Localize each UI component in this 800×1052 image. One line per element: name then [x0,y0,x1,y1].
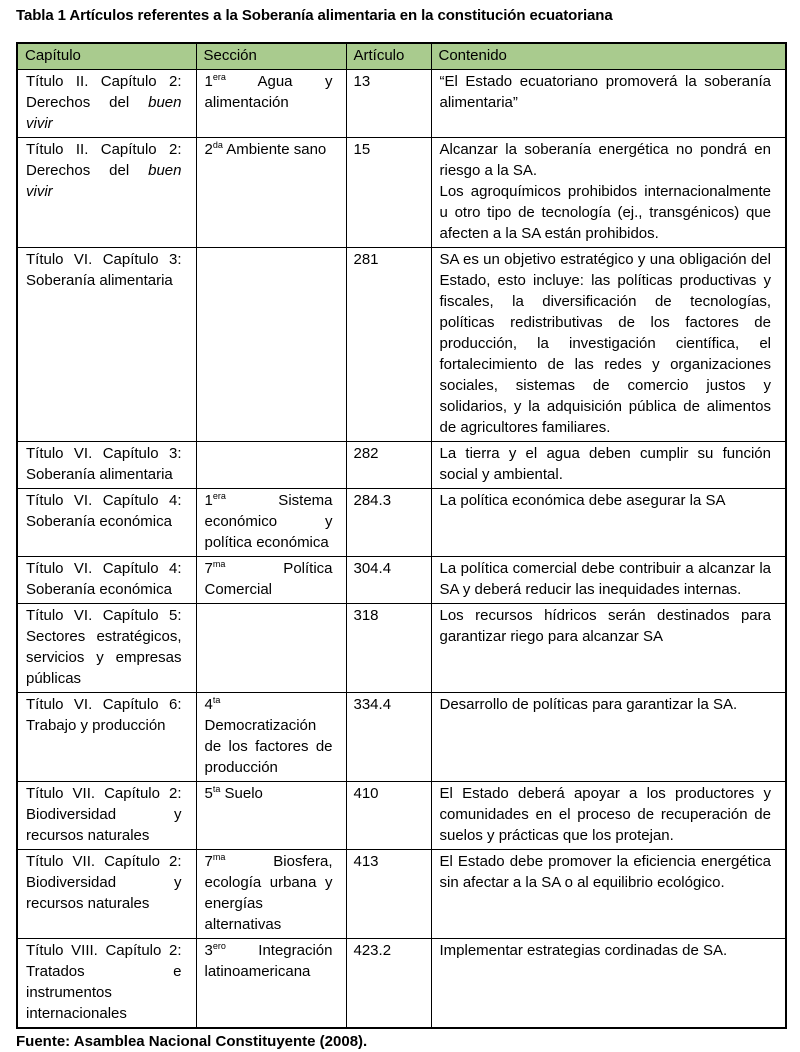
table-row [17,442,786,489]
cell-seccion: $1^{era}$ Sistema económico y política económica [196,489,346,557]
table-body [17,70,786,1029]
cell-seccion [196,604,346,693]
cell-contenido: La tierra y el agua deben cumplir su función social y ambiental. [431,442,786,489]
cell-contenido: El Estado debe promover la eficiencia energética sin afectar a la SA o al equilibrio ecológico. [431,850,786,939]
cell-contenido: Desarrollo de políticas para garantizar la SA. [431,693,786,782]
cell-seccion: $1^{era}$ Agua y alimentación [196,70,346,138]
header-cell: Contenido [431,43,786,70]
cell-capitulo: Título VII. Capítulo 2: Biodiversidad y recursos naturales [17,782,196,850]
cell-contenido: La política económica debe asegurar la SA [431,489,786,557]
cell-capitulo: Título VI. Capítulo 4: Soberanía económica [17,489,196,557]
cell-seccion: $3^{ero}$ Integración latinoamericana [196,939,346,1029]
table-row [17,138,786,248]
table-row [17,850,786,939]
cell-seccion: $4^{ta}$ Democratización de los factores de producción [196,693,346,782]
table-row [17,557,786,604]
table-row [17,70,786,138]
cell-articulo: 413 [346,850,431,939]
cell-articulo: 13 [346,70,431,138]
cell-seccion: $5^{ta}$ Suelo [196,782,346,850]
cell-capitulo: Título VIII. Capítulo 2: Tratados e instrumentos internacionales [17,939,196,1029]
table-row [17,604,786,693]
cell-capitulo: Título VI. Capítulo 5: Sectores estratégicos, servicios y empresas públicas [17,604,196,693]
table-row [17,248,786,442]
table-row [17,782,786,850]
cell-articulo: 281 [346,248,431,442]
cell-articulo: 334.4 [346,693,431,782]
cell-seccion [196,442,346,489]
cell-seccion [196,248,346,442]
cell-articulo: 304.4 [346,557,431,604]
cell-capitulo: Título VI. Capítulo 4: Soberanía económica [17,557,196,604]
cell-articulo: 284.3 [346,489,431,557]
header-cell: Sección [196,43,346,70]
table-row [17,939,786,1029]
cell-contenido: Los recursos hídricos serán destinados para garantizar riego para alcanzar SA [431,604,786,693]
cell-articulo: 410 [346,782,431,850]
cell-seccion: $2^{da}$ Ambiente sano [196,138,346,248]
cell-contenido: SA es un objetivo estratégico y una obligación del Estado, esto incluye: las políticas productivas y fiscales, la diversificación de tecnologías, políticas redistributivas de los factores de producción, la investigación científica, el fortalecimiento de las redes y organizaciones sociales, sistemas de comercio justos y solidarios, y la adquisición pública de alimentos de agricultores familiares. [431,248,786,442]
table-row [17,489,786,557]
cell-contenido: El Estado deberá apoyar a los productores y comunidades en el proceso de recuperación de suelos y prácticas que los protejan. [431,782,786,850]
table-row [17,693,786,782]
cell-contenido: Implementar estrategias cordinadas de SA. [431,939,786,1029]
cell-seccion: $7^{ma}$ Política Comercial [196,557,346,604]
cell-capitulo: Título VI. Capítulo 3: Soberanía alimentaria [17,442,196,489]
cell-capitulo: Título II. Capítulo 2: Derechos del buen vivir [17,70,196,138]
cell-articulo: 423.2 [346,939,431,1029]
cell-contenido: La política comercial debe contribuir a alcanzar la SA y deberá reducir las inequidades internas. [431,557,786,604]
cell-capitulo: Título VI. Capítulo 6: Trabajo y producción [17,693,196,782]
header-cell: Artículo [346,43,431,70]
header-row [17,43,786,70]
header-cell: Capítulo [17,43,196,70]
cell-contenido: Alcanzar la soberanía energética no pondrá en riesgo a la SA. Los agroquímicos prohibidos internacionalmente u otro tipo de tecnología (ej., transgénicos) que afecten a la SA están prohibidos. [431,138,786,248]
cell-articulo: 318 [346,604,431,693]
cell-articulo: 15 [346,138,431,248]
cell-seccion: $7^{ma}$ Biosfera, ecología urbana y energías alternativas [196,850,346,939]
articles-table [16,42,787,1029]
cell-articulo: 282 [346,442,431,489]
table-title: Tabla 1 Artículos referentes a la Soberanía alimentaria en la constitución ecuatoriana [16,7,613,24]
source-note: Fuente: Asamblea Nacional Constituyente (2008). [16,1033,368,1050]
cell-contenido: “El Estado ecuatoriano promoverá la soberanía alimentaria” [431,70,786,138]
cell-capitulo: Título II. Capítulo 2: Derechos del buen vivir [17,138,196,248]
cell-capitulo: Título VI. Capítulo 3: Soberanía alimentaria [17,248,196,442]
cell-capitulo: Título VII. Capítulo 2: Biodiversidad y recursos naturales [17,850,196,939]
